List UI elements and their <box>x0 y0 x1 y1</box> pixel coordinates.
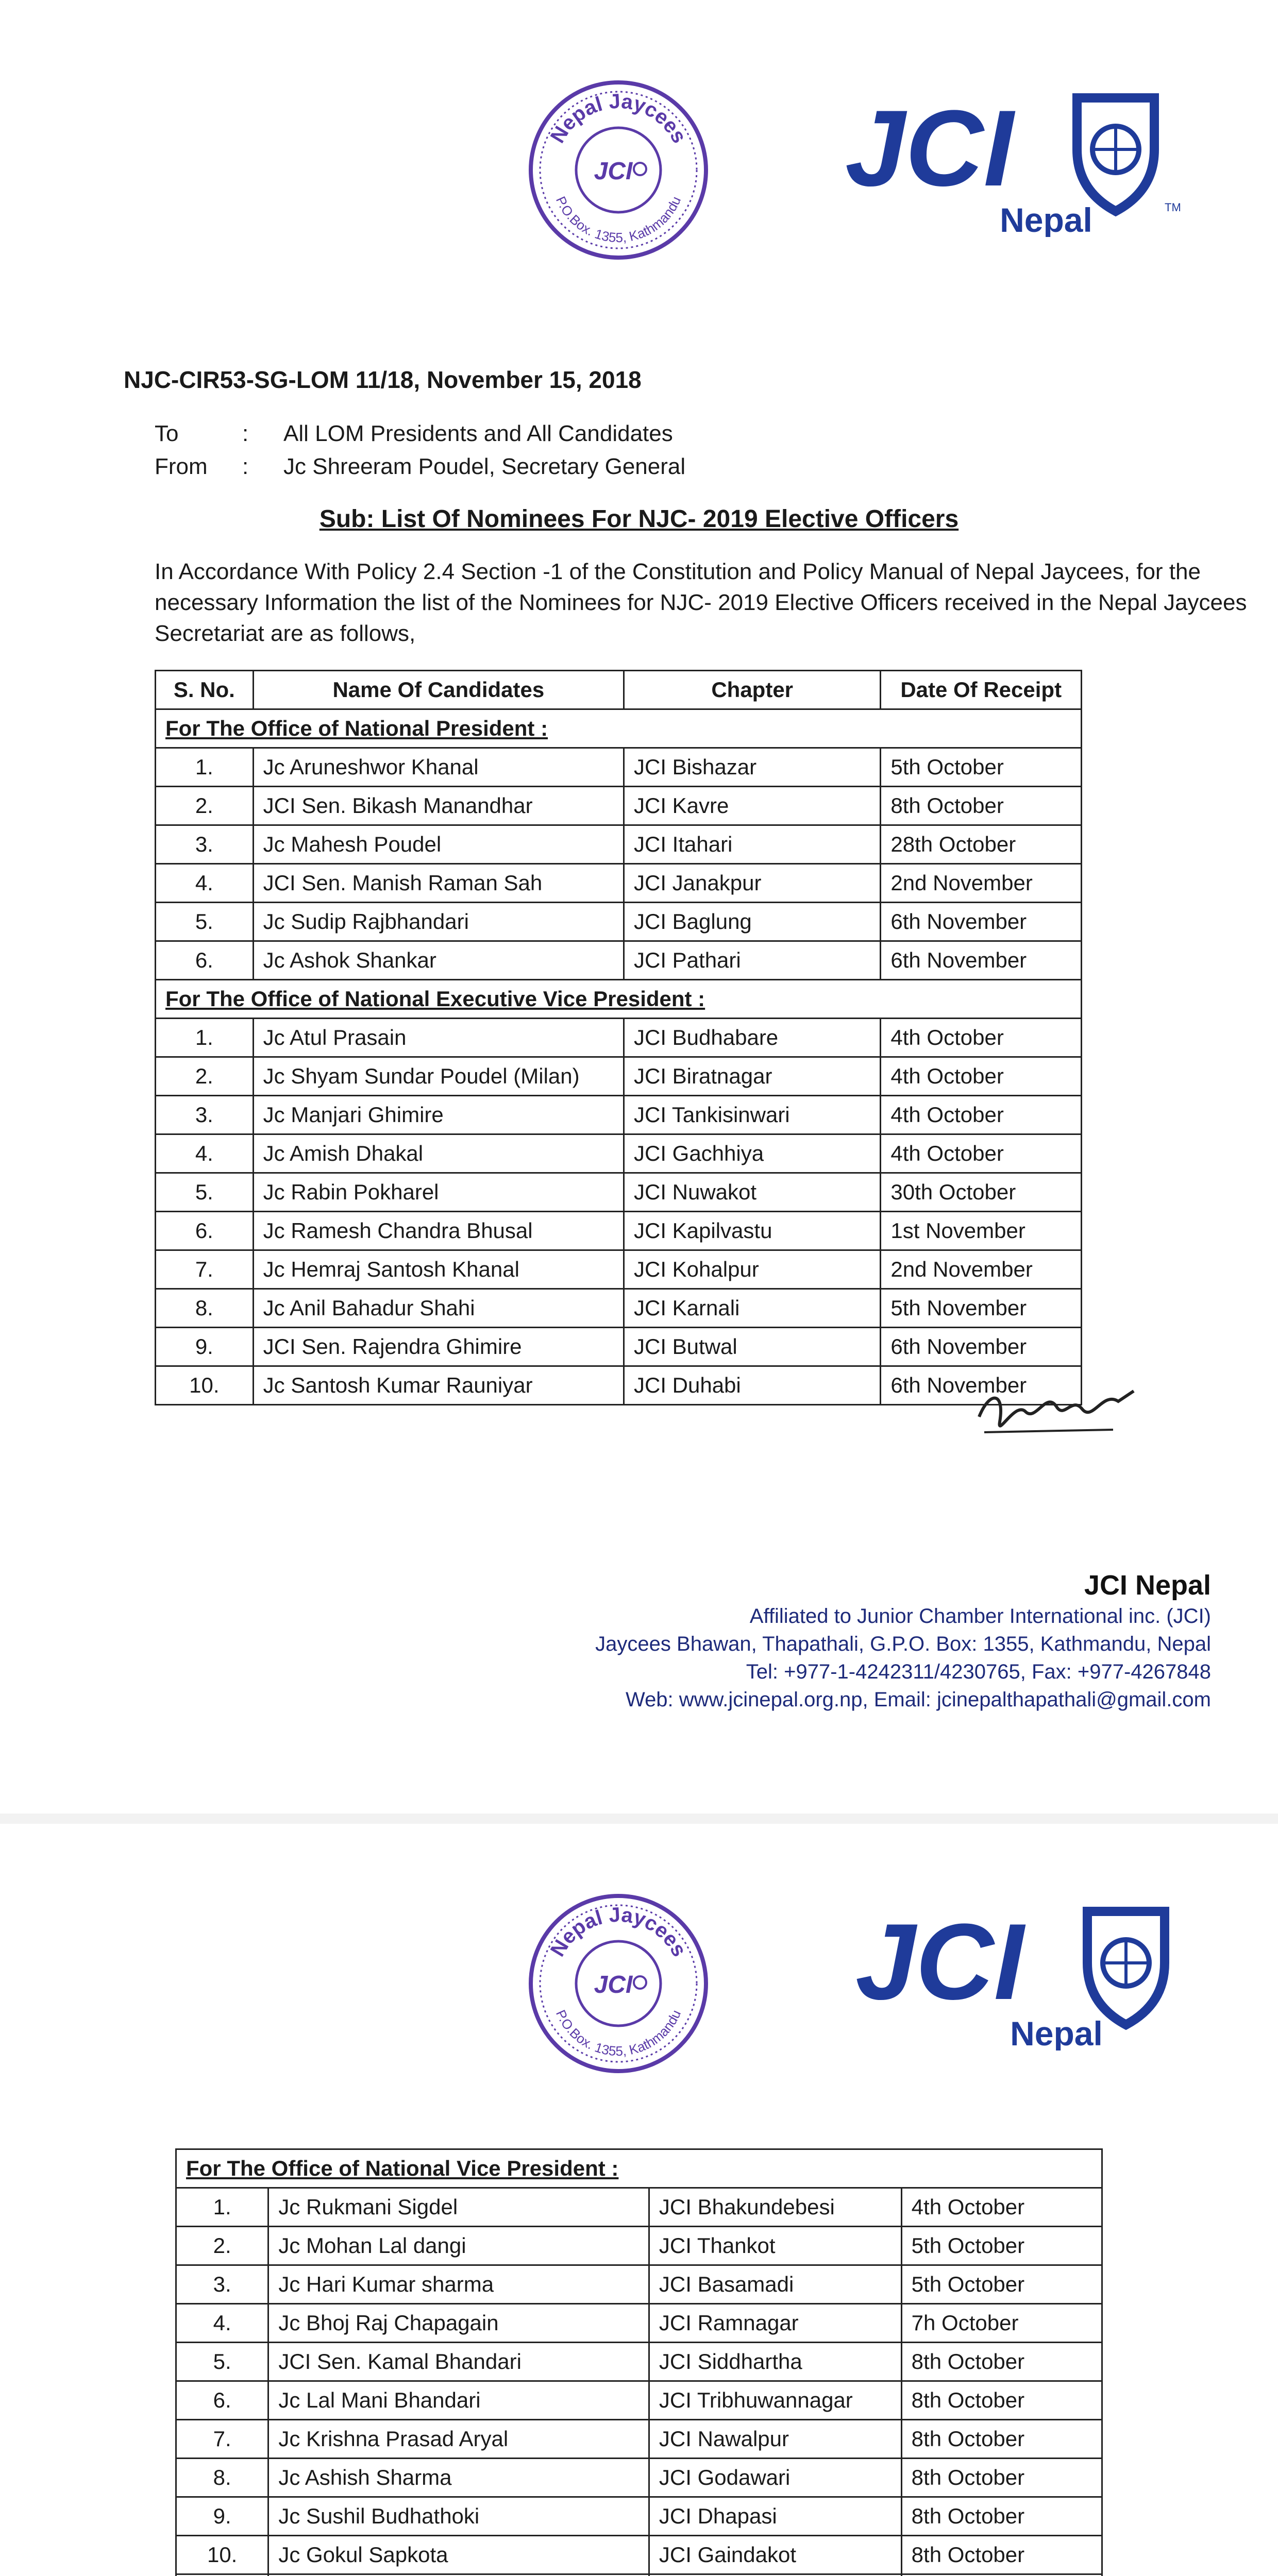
serial-number: 5. <box>156 1173 254 1212</box>
serial-number: 4. <box>176 2304 268 2343</box>
candidate-name: JCI Sen. Kamal Bhandari <box>268 2343 649 2381</box>
footer-address: Jaycees Bhawan, Thapathali, G.P.O. Box: 1355, Kathmandu, Nepal <box>595 1633 1211 1655</box>
logo-tm: TM <box>1165 201 1181 214</box>
serial-number: 3. <box>156 1096 254 1134</box>
table-row <box>156 748 1082 787</box>
subject-line: Sub: List Of Nominees For NJC- 2019 Elective Officers <box>319 505 959 533</box>
nepal-jaycees-seal <box>526 1891 711 2076</box>
logo-text: JCI <box>855 1901 1024 2022</box>
receipt-date: 4th October <box>881 1096 1082 1134</box>
chapter-name: JCI Kavre <box>624 787 880 825</box>
nepal-jaycees-seal <box>526 77 711 263</box>
receipt-date: 7h October <box>901 2304 1102 2343</box>
seal-outer-text: Nepal Jaycees <box>546 90 691 147</box>
from-line <box>155 450 685 483</box>
candidate-name: Jc Bhoj Raj Chapagain <box>268 2304 649 2343</box>
letter-page-2 <box>0 1824 1278 2576</box>
footer-org-name: JCI Nepal <box>1084 1570 1211 1601</box>
candidate-name: JCI Sen. Rajendra Ghimire <box>253 1328 624 1366</box>
chapter-name <box>649 2574 901 2576</box>
serial-number: 6. <box>156 941 254 980</box>
svg-text:P.O.Box. 1355, Kathmandu <box>553 194 684 245</box>
logo-sub: Nepal <box>1010 2014 1103 2050</box>
section-title-row <box>156 980 1082 1019</box>
receipt-date: 28th October <box>881 825 1082 864</box>
candidate-name: Jc Anil Bahadur Shahi <box>253 1289 624 1328</box>
serial-number <box>176 2574 268 2576</box>
serial-number: 7. <box>176 2420 268 2459</box>
serial-number: 3. <box>156 825 254 864</box>
chapter-name: JCI Godawari <box>649 2459 901 2497</box>
receipt-date: 4th October <box>881 1057 1082 1096</box>
receipt-date: 4th October <box>901 2188 1102 2227</box>
jci-nepal-logo <box>835 82 1206 237</box>
chapter-name: JCI Ramnagar <box>649 2304 901 2343</box>
receipt-date: 6th November <box>881 941 1082 980</box>
chapter-name: JCI Dhapasi <box>649 2497 901 2536</box>
candidate-name: Jc Hari Kumar sharma <box>268 2265 649 2304</box>
section-title: For The Office of National Vice President : <box>176 2149 1102 2188</box>
chapter-name: JCI Basamadi <box>649 2265 901 2304</box>
serial-number: 10. <box>156 1366 254 1405</box>
candidate-name: Jc Mahesh Poudel <box>253 825 624 864</box>
chapter-name: JCI Butwal <box>624 1328 880 1366</box>
candidate-name: Jc Hemraj Santosh Khanal <box>253 1250 624 1289</box>
receipt-date: 5th October <box>901 2227 1102 2265</box>
serial-number: 8. <box>176 2459 268 2497</box>
chapter-name: JCI Bishazar <box>624 748 880 787</box>
chapter-name: JCI Itahari <box>624 825 880 864</box>
serial-number: 9. <box>176 2497 268 2536</box>
chapter-name: JCI Gachhiya <box>624 1134 880 1173</box>
serial-number: 2. <box>156 787 254 825</box>
table-header-row <box>156 671 1082 709</box>
from-colon: : <box>242 454 249 479</box>
receipt-date: 8th October <box>901 2343 1102 2381</box>
serial-number: 1. <box>156 748 254 787</box>
serial-number: 7. <box>156 1250 254 1289</box>
serial-number: 6. <box>176 2381 268 2420</box>
footer-web-email: Web: www.jcinepal.org.np, Email: jcinepalthapathali@gmail.com <box>626 1688 1211 1711</box>
table-row <box>176 2188 1102 2227</box>
section-title: For The Office of National Executive Vice President : <box>156 980 1082 1019</box>
chapter-name: JCI Siddhartha <box>649 2343 901 2381</box>
footer-phone: Tel: +977-1-4242311/4230765, Fax: +977-4267848 <box>746 1660 1211 1683</box>
jci-nepal-logo <box>845 1896 1216 2050</box>
candidate-name: Jc Mohan Lal dangi <box>268 2227 649 2265</box>
candidate-name: JCI Sen. Manish Raman Sah <box>253 864 624 903</box>
table-row <box>176 2536 1102 2574</box>
seal-inner-text: P.O.Box. 1355, Kathmandu <box>552 194 684 246</box>
chapter-name: JCI Thankot <box>649 2227 901 2265</box>
chapter-name: JCI Tankisinwari <box>624 1096 880 1134</box>
from-label: From <box>155 454 208 479</box>
from-value: Jc Shreeram Poudel, Secretary General <box>283 454 686 479</box>
candidate-name: Jc Manjari Ghimire <box>253 1096 624 1134</box>
nominees-table-page-2 <box>175 2148 1103 2576</box>
table-row <box>156 1173 1082 1212</box>
to-colon: : <box>242 421 249 446</box>
header-name: Name Of Candidates <box>253 671 624 709</box>
receipt-date: 8th October <box>901 2381 1102 2420</box>
candidate-name: Jc Shyam Sundar Poudel (Milan) <box>253 1057 624 1096</box>
chapter-name: JCI Baglung <box>624 903 880 941</box>
receipt-date: 8th October <box>901 2536 1102 2574</box>
table-row <box>176 2381 1102 2420</box>
receipt-date: 4th October <box>881 1134 1082 1173</box>
table-row <box>156 787 1082 825</box>
header-sno: S. No. <box>156 671 254 709</box>
table-row <box>176 2265 1102 2304</box>
candidate-name: Jc Sushil Budhathoki <box>268 2497 649 2536</box>
candidate-name: Jc Sudip Rajbhandari <box>253 903 624 941</box>
table-row <box>156 864 1082 903</box>
to-line <box>155 417 685 450</box>
candidate-name: Jc Krishna Prasad Aryal <box>268 2420 649 2459</box>
seal-center-text: JCI <box>594 158 633 185</box>
receipt-date: 6th November <box>881 1366 1082 1405</box>
reference-number: NJC-CIR53-SG-LOM 11/18, November 15, 2018 <box>124 366 642 393</box>
serial-number: 1. <box>176 2188 268 2227</box>
serial-number: 3. <box>176 2265 268 2304</box>
serial-number: 6. <box>156 1212 254 1250</box>
candidate-name: Jc Rabin Pokharel <box>253 1173 624 1212</box>
table-row <box>156 1057 1082 1096</box>
receipt-date: 4th October <box>881 1019 1082 1057</box>
candidate-name: Jc Ashish Sharma <box>268 2459 649 2497</box>
chapter-name: JCI Kapilvastu <box>624 1212 880 1250</box>
table-row <box>176 2420 1102 2459</box>
seal-inner-text: P.O.Box. 1355, Kathmandu <box>552 2007 684 2059</box>
seal-center-text: JCI <box>594 1971 633 1998</box>
table-row <box>156 941 1082 980</box>
receipt-date: 5th October <box>881 748 1082 787</box>
to-value: All LOM Presidents and All Candidates <box>283 421 673 446</box>
table-row <box>156 1212 1082 1250</box>
candidate-name <box>268 2574 649 2576</box>
page-separator <box>0 1814 1278 1824</box>
footer-page-1 <box>595 1571 1211 1714</box>
logo-text: JCI <box>845 88 1014 209</box>
serial-number: 1. <box>156 1019 254 1057</box>
table-row <box>156 825 1082 864</box>
serial-number: 4. <box>156 1134 254 1173</box>
section-title: For The Office of National President : <box>156 709 1082 748</box>
receipt-date: 8th October <box>901 2459 1102 2497</box>
table-row <box>156 903 1082 941</box>
receipt-date: 8th October <box>901 2420 1102 2459</box>
receipt-date: 6th November <box>881 1328 1082 1366</box>
serial-number: 2. <box>156 1057 254 1096</box>
serial-number: 2. <box>176 2227 268 2265</box>
chapter-name: JCI Nawalpur <box>649 2420 901 2459</box>
table-row <box>176 2574 1102 2576</box>
table-row <box>156 1328 1082 1366</box>
candidate-name: JCI Sen. Bikash Manandhar <box>253 787 624 825</box>
footer-affiliation: Affiliated to Junior Chamber International inc. (JCI) <box>749 1605 1211 1628</box>
table-row <box>156 1366 1082 1405</box>
table-row <box>156 1134 1082 1173</box>
serial-number: 5. <box>156 903 254 941</box>
table-row <box>156 1250 1082 1289</box>
receipt-date: 6th November <box>881 903 1082 941</box>
section-title-row <box>156 709 1082 748</box>
candidate-name: Jc Ashok Shankar <box>253 941 624 980</box>
serial-number: 4. <box>156 864 254 903</box>
receipt-date <box>901 2574 1102 2576</box>
receipt-date: 2nd November <box>881 1250 1082 1289</box>
candidate-name: Jc Gokul Sapkota <box>268 2536 649 2574</box>
seal-outer-text: Nepal Jaycees <box>546 1903 691 1961</box>
receipt-date: 5th October <box>901 2265 1102 2304</box>
chapter-name: JCI Bhakundebesi <box>649 2188 901 2227</box>
logo-sub: Nepal <box>1000 201 1092 237</box>
candidate-name: Jc Rukmani Sigdel <box>268 2188 649 2227</box>
table-row <box>156 1289 1082 1328</box>
candidate-name: Jc Amish Dhakal <box>253 1134 624 1173</box>
table-row <box>176 2227 1102 2265</box>
chapter-name: JCI Kohalpur <box>624 1250 880 1289</box>
receipt-date: 1st November <box>881 1212 1082 1250</box>
candidate-name: Jc Santosh Kumar Rauniyar <box>253 1366 624 1405</box>
table-row <box>156 1096 1082 1134</box>
table-row <box>156 1019 1082 1057</box>
address-block <box>155 417 685 483</box>
section-title-row <box>176 2149 1102 2188</box>
chapter-name: JCI Budhabare <box>624 1019 880 1057</box>
candidate-name: Jc Lal Mani Bhandari <box>268 2381 649 2420</box>
receipt-date: 2nd November <box>881 864 1082 903</box>
table-row <box>176 2343 1102 2381</box>
intro-paragraph: In Accordance With Policy 2.4 Section -1 of the Constitution and Policy Manual of Nepal Jaycees, for the necessary Information the list of the Nominees for NJC- 2019 Elective Officers received in the Nepal Jaycees Secretariat are as follows, <box>155 559 1247 646</box>
nominees-table-page-1 <box>155 670 1082 1405</box>
candidate-name: Jc Ramesh Chandra Bhusal <box>253 1212 624 1250</box>
serial-number: 9. <box>156 1328 254 1366</box>
chapter-name: JCI Karnali <box>624 1289 880 1328</box>
serial-number: 5. <box>176 2343 268 2381</box>
candidate-name: Jc Aruneshwor Khanal <box>253 748 624 787</box>
chapter-name: JCI Gaindakot <box>649 2536 901 2574</box>
chapter-name: JCI Janakpur <box>624 864 880 903</box>
receipt-date: 8th October <box>881 787 1082 825</box>
header-date: Date Of Receipt <box>881 671 1082 709</box>
table-row <box>176 2304 1102 2343</box>
receipt-date: 8th October <box>901 2497 1102 2536</box>
receipt-date: 5th November <box>881 1289 1082 1328</box>
header-chapter: Chapter <box>624 671 880 709</box>
chapter-name: JCI Biratnagar <box>624 1057 880 1096</box>
signature-mark <box>969 1370 1144 1448</box>
to-label: To <box>155 421 179 446</box>
table-row <box>176 2459 1102 2497</box>
svg-text:P.O.Box. 1355, Kathmandu <box>553 2008 684 2059</box>
serial-number: 8. <box>156 1289 254 1328</box>
table-row <box>176 2497 1102 2536</box>
chapter-name: JCI Nuwakot <box>624 1173 880 1212</box>
chapter-name: JCI Tribhuwannagar <box>649 2381 901 2420</box>
receipt-date: 30th October <box>881 1173 1082 1212</box>
candidate-name: Jc Atul Prasain <box>253 1019 624 1057</box>
chapter-name: JCI Duhabi <box>624 1366 880 1405</box>
serial-number: 10. <box>176 2536 268 2574</box>
chapter-name: JCI Pathari <box>624 941 880 980</box>
